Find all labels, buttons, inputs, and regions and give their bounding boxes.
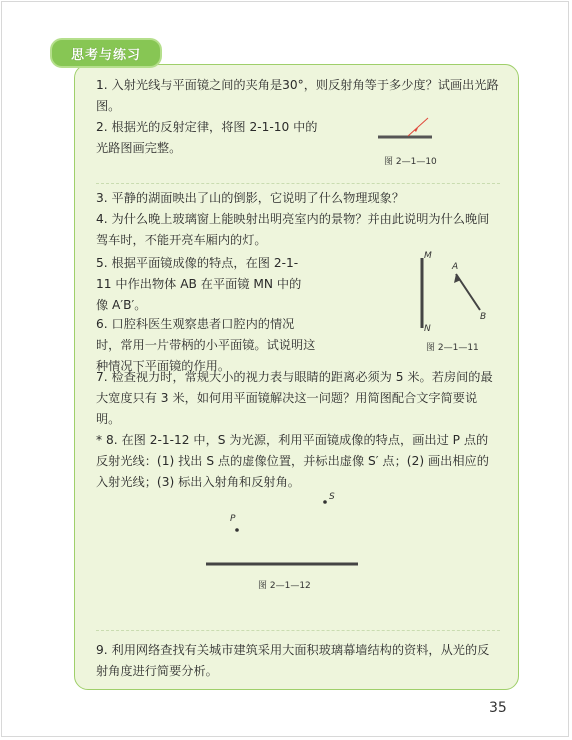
question-8: * 8. 在图 2-1-12 中，S 为光源，利用平面镜成像的特点，画出过 P 点的反射光线：(1) 找出 S 点的虚像位置，并标出虚像 S′ 点；(2) 画出相应的入射光线；(3) 标出入射角和反射角。: [96, 433, 489, 489]
question-3: 3. 平静的湖面映出了山的倒影，它说明了什么物理现象？: [96, 191, 405, 205]
section-title: 思考与练习: [50, 38, 162, 68]
point-m-label: M: [424, 251, 432, 261]
point-a-label: A: [452, 262, 459, 272]
figure-label-2-1-11: 图 2—1—11: [426, 343, 479, 353]
separator: [96, 630, 500, 631]
question-9: 9. 利用网络查找有关城市建筑采用大面积玻璃幕墙结构的资料，从光的反射角度进行简要分析。: [96, 643, 490, 678]
point-b-label: B: [480, 312, 487, 322]
figure-label-2-1-12: 图 2—1—12: [258, 581, 311, 591]
page-number: 35: [489, 700, 507, 716]
point-s: [323, 500, 327, 504]
figure-2-1-12: [200, 490, 380, 580]
question-5: 5. 根据平面镜成像的特点，在图 2-1-11 中作出物体 AB 在平面镜 MN 中的像 A′B′。: [96, 256, 302, 312]
question-1: 1. 入射光线与平面镜之间的夹角是30°，则反射角等于多少度？试画出光路图。: [96, 78, 499, 113]
question-2: 2. 根据光的反射定律，将图 2-1-10 中的光路图画完整。: [96, 120, 318, 155]
question-4: 4. 为什么晚上玻璃窗上能映射出明亮室内的景物？并由此说明为什么晚间驾车时，不能开亮车厢内的灯。: [96, 212, 490, 247]
figure-2-1-10: [372, 110, 442, 150]
point-p-label: P: [230, 514, 236, 524]
separator: [96, 183, 500, 184]
question-7: 7. 检查视力时，常规大小的视力表与眼睛的距离必须为 5 米。若房间的最大宽度只有 3 米，如何用平面镜解决这一问题？用简图配合文字简要说明。: [96, 370, 493, 426]
incident-ray: [408, 118, 428, 136]
point-p: [235, 528, 239, 532]
point-n-label: N: [424, 324, 431, 334]
point-s-label: S: [329, 492, 335, 502]
figure-label-2-1-10: 图 2—1—10: [384, 157, 437, 167]
question-6: 6. 口腔科医生观察患者口腔内的情况时，常用一片带柄的小平面镜。试说明这种情况下平面镜的作用。: [96, 317, 316, 373]
